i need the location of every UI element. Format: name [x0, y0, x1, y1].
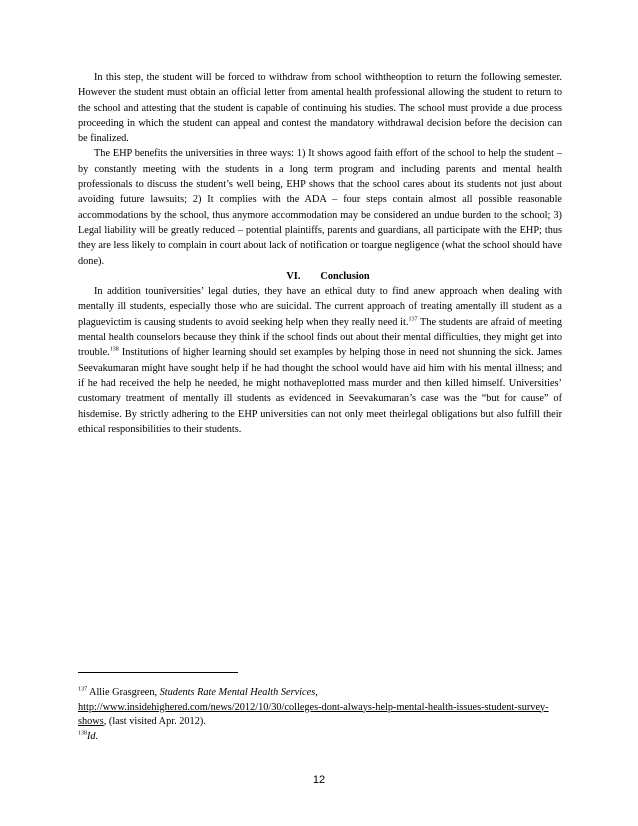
- footnote-number-138: 138: [78, 730, 87, 737]
- footnote-137: [78, 686, 562, 730]
- conclusion-text-part2: The students are afraid of meeting mental health counselors because they think if the school finds out about their mental difficulties, they might get into trouble.: [78, 316, 562, 359]
- paragraph-withdrawal-step: In this step, the student will be forced to withdraw from school withtheoption to return the following semester. However the student must obtain an official letter from amental health professional allowing the student to return to the school and attesting that the student is capable of continuing his studies. The school must provide a due process proceeding in which the student can appeal and contest the mandatory withdrawal decision before the decision can be finalized.: [78, 72, 562, 145]
- body-text: [78, 70, 562, 437]
- footnote-137-link[interactable]: http://www.insidehighered.com/news/2012/10/30/colleges-dont-always-help-mental-health-issues-student-survey-shows: [78, 701, 549, 727]
- page-number: 12: [312, 774, 326, 786]
- footnote-138-text: Id.: [87, 730, 99, 742]
- footnote-137-title: Students Rate Mental Health Services: [159, 687, 316, 698]
- footnote-number-137: 137: [78, 686, 87, 693]
- footnote-137-author: Allie Grasgreen,: [87, 687, 160, 698]
- section-title: Conclusion: [320, 270, 370, 282]
- footnote-137-comma: ,: [315, 687, 318, 698]
- section-number: VI.: [286, 270, 301, 282]
- footnote-ref-137[interactable]: 137: [408, 316, 418, 323]
- footnote-137-tail: , (last visited Apr. 2012).: [103, 716, 206, 727]
- paragraph-ehp-benefits: The EHP benefits the universities in three ways: 1) It shows agood faith effort of the school to help the student – by constantly meeting with the students in a long term program and including parents and mental health professionals to discuss the student’s well being, EHP shows that the school cares about its students not just about avoiding future lawsuits; 2) It complies with the ADA – four steps contain almost all possible reasonable accommodations by the school, thus anymore accommodation may be considered an undue burden to the school; 3) Legal liability will be greatly reduced – potential plaintiffs, parents and guardians, all participate with the EHP; thus they are less likely to complain in court about lack of notification or toargue negligence (what the school should have done).: [78, 148, 562, 267]
- conclusion-text-part1: In addition touniversities’ legal duties, they have an ethical duty to find anew approach when dealing with mentally ill students, especially those who are suicidal. The current approach of treating amentally ill student as a plaguevictim is causing students to avoid seeking help when they really need it.: [78, 286, 562, 328]
- paragraph-conclusion: [78, 284, 562, 437]
- section-heading: [78, 269, 562, 284]
- footnotes: [78, 686, 562, 744]
- footnote-ref-138[interactable]: 138: [109, 346, 119, 353]
- footnote-separator: [78, 672, 238, 673]
- footnote-138: [78, 730, 562, 745]
- conclusion-text-part3: Institutions of higher learning should set examples by helping those in need not shunning the sick. James Seevakumaran might have sought help if he had thought the school would have aid him with his mental illness; and if he had received the help he needed, he might nothaveplotted mass murder and then killed himself. Universities’ customary treatment of mentally ill students as evidenced in Seevakumaran’s case was the “but for cause” of hisdemise. By strictly adhering to the EHP universities can not only meet theirlegal obligations but also fulfill their ethical responsibilities to their students.: [78, 347, 562, 435]
